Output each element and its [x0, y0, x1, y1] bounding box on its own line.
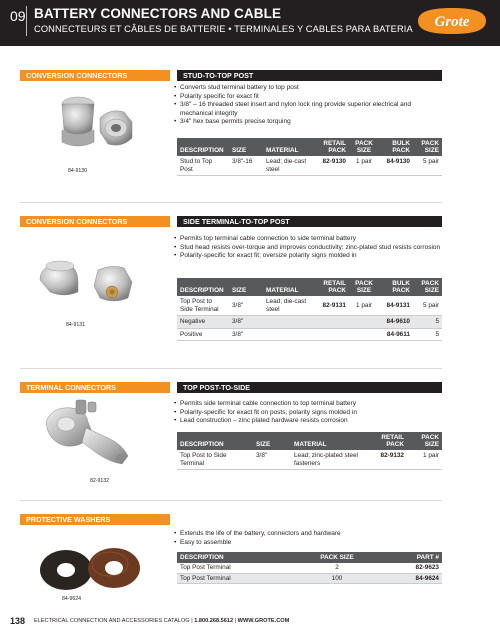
section4-category: PROTECTIVE WASHERS	[20, 514, 170, 525]
cell-part-number: 82-9623	[415, 564, 439, 571]
table-header-row	[177, 552, 442, 563]
feature-item: • Permits side terminal cable connection to top terminal battery	[174, 400, 444, 409]
cell-bulk-pack: 84-9130	[386, 158, 410, 165]
section3-table	[177, 432, 442, 470]
section4-part-label: 84-9624	[62, 596, 82, 602]
page-footer	[0, 606, 500, 640]
cell-size: 3/8"	[232, 301, 244, 309]
section1-heading: STUD-TO-TOP POST	[177, 70, 442, 81]
cell-description: Top Post Terminal	[180, 574, 231, 582]
section2-part-label: 84-9131	[66, 322, 86, 328]
section3-category: TERMINAL CONNECTORS	[20, 382, 170, 393]
col-size: SIZE	[232, 287, 247, 294]
col-pack-size: PACK SIZE	[355, 140, 373, 154]
feature-item: • Polarity specific for exact fit	[174, 93, 444, 102]
footer-catalog: ELECTRICAL CONNECTION AND ACCESSORIES CATALOG	[34, 618, 190, 624]
section4-features	[174, 530, 444, 547]
feature-item: • Polarity-specific for exact fit; oversize polarity signs molded in	[174, 252, 444, 261]
grote-logo	[414, 6, 490, 36]
section1-part-label: 84-9130	[68, 168, 88, 174]
section1-features	[174, 84, 444, 127]
stud-to-top-post-image	[28, 92, 148, 162]
cell-pack-size: 5 pair	[423, 301, 439, 309]
col-pack-size: PACK SIZE	[421, 140, 439, 154]
table-header-row	[177, 278, 442, 296]
cell-size: 3/8"-16	[232, 158, 253, 165]
section1-category: CONVERSION CONNECTORS	[20, 70, 170, 81]
cell-bulk-pack: 84-9131	[386, 301, 410, 309]
table-row	[177, 563, 442, 573]
logo-text: Grote	[434, 14, 470, 30]
cell-material: Lead; zinc-plated steel fasteners	[294, 452, 358, 467]
section3-heading: TOP POST-TO-SIDE	[177, 382, 442, 393]
table-row	[177, 296, 442, 316]
section4-table	[177, 552, 442, 584]
cell-pack-size: 1 pair	[423, 452, 439, 459]
col-material: MATERIAL	[294, 441, 327, 448]
col-pack-size: PACK SIZE	[355, 280, 373, 294]
cell-bulk-pack: 84-9610	[386, 318, 410, 326]
feature-item: • Stud head resists over-torque and improves conductivity; zinc-plated stud resists corrosion	[174, 244, 444, 253]
cell-description: Negative	[180, 318, 206, 326]
col-part-number: PART #	[416, 554, 439, 561]
cell-retail-pack: 82-9130	[322, 158, 346, 165]
page-subtitle: CONNECTEURS ET CÂBLES DE BATTERIE • TERMINALES Y CABLES PARA BATERIA	[34, 24, 413, 34]
footer-phone: 1.800.268.5612	[194, 618, 234, 624]
col-retail-pack: RETAIL PACK	[323, 140, 346, 154]
cell-description: Top Post to Side Terminal	[180, 298, 219, 313]
table-row	[177, 156, 442, 176]
cell-pack-size	[349, 328, 379, 341]
protective-washers-image	[30, 530, 150, 602]
cell-pack-size: 100	[331, 574, 343, 582]
header-divider	[26, 6, 27, 36]
col-size: SIZE	[256, 441, 271, 448]
section2-table	[177, 278, 442, 341]
table-row	[177, 328, 442, 341]
cell-retail-pack: 82-9132	[380, 452, 404, 459]
footer-website: WWW.GROTE.COM	[237, 618, 290, 624]
cell-material: Lead; die-cast steel	[266, 158, 307, 173]
section3-features	[174, 400, 444, 426]
col-bulk-pack: BULK PACK	[392, 280, 410, 294]
feature-item: • Polarity-specific for exact fit on posts; polarity signs molded in	[174, 409, 444, 418]
feature-item: • 3/8" – 16 threaded steel insert and nylon lock ring provide superior electrical and mechanical integrity	[174, 101, 444, 118]
col-description: DESCRIPTION	[180, 147, 224, 154]
cell-pack-size: 1 pair	[356, 158, 372, 165]
cell-description: Stud to Top Post	[180, 158, 213, 173]
cell-pack-size: 2	[335, 564, 339, 571]
cell-description: Top Post to Side Terminal	[180, 452, 227, 467]
col-material: MATERIAL	[266, 287, 299, 294]
footer-separator: |	[234, 618, 237, 624]
section-divider	[20, 500, 442, 501]
page-header	[0, 0, 500, 46]
cell-part-number: 84-9624	[415, 574, 439, 582]
cell-size: 3/8"	[232, 330, 244, 338]
col-description: DESCRIPTION	[180, 441, 224, 448]
cell-retail-pack: 82-9131	[322, 301, 346, 309]
cell-size: 3/8"	[256, 452, 268, 459]
table-header-row	[177, 138, 442, 156]
cell-description: Top Post Terminal	[180, 564, 231, 571]
cell-retail-pack	[315, 328, 349, 341]
cell-pack-size: 5	[435, 330, 439, 338]
footer-text	[34, 618, 289, 624]
section-divider	[20, 202, 442, 203]
col-pack-size: PACK SIZE	[320, 554, 354, 561]
page-number: 138	[10, 616, 26, 626]
footer-separator: |	[191, 618, 193, 624]
section-divider	[20, 368, 442, 369]
col-bulk-pack: BULK PACK	[392, 140, 410, 154]
col-material: MATERIAL	[266, 147, 299, 154]
col-description: DESCRIPTION	[180, 287, 224, 294]
cell-material: Lead; die-cast steel	[266, 298, 307, 313]
feature-item: • Extends the life of the battery, connectors and hardware	[174, 530, 444, 539]
section2-category: CONVERSION CONNECTORS	[20, 216, 170, 227]
section2-features	[174, 235, 444, 261]
section1-table	[177, 138, 442, 176]
col-retail-pack: RETAIL PACK	[323, 280, 346, 294]
cell-material	[263, 328, 315, 341]
cell-description: Positive	[180, 330, 203, 338]
col-description: DESCRIPTION	[180, 554, 224, 561]
cell-material	[263, 316, 315, 329]
section2-heading: SIDE TERMINAL-TO-TOP POST	[177, 216, 442, 227]
feature-item: • 3/4" hex base permits precise torquing	[174, 118, 444, 127]
col-pack-size: PACK SIZE	[421, 434, 439, 448]
table-header-row	[177, 432, 442, 450]
cell-pack-size: 5 pair	[423, 158, 439, 165]
feature-item: • Converts stud terminal battery to top post	[174, 84, 444, 93]
side-terminal-to-top-post-image	[34, 252, 154, 316]
cell-pack-size: 5	[435, 318, 439, 326]
col-retail-pack: RETAIL PACK	[381, 434, 404, 448]
cell-size: 3/8"	[232, 318, 244, 326]
section3-part-label: 82-9132	[90, 478, 110, 484]
top-post-to-side-image	[36, 398, 146, 476]
feature-item: • Lead construction – zinc plated hardware resists corrosion	[174, 417, 444, 426]
cell-bulk-pack: 84-9611	[386, 330, 410, 338]
table-row	[177, 316, 442, 329]
cell-pack-size	[349, 316, 379, 329]
feature-item: • Permits top terminal cable connection to side terminal battery	[174, 235, 444, 244]
page-title: BATTERY CONNECTORS AND CABLE	[34, 6, 282, 21]
cell-pack-size: 1 pair	[356, 301, 372, 309]
col-size: SIZE	[232, 147, 247, 154]
table-row	[177, 573, 442, 584]
chapter-number: 09	[10, 8, 26, 24]
cell-retail-pack	[315, 316, 349, 329]
table-row	[177, 450, 442, 470]
col-pack-size: PACK SIZE	[421, 280, 439, 294]
feature-item: • Easy to assemble	[174, 539, 444, 548]
